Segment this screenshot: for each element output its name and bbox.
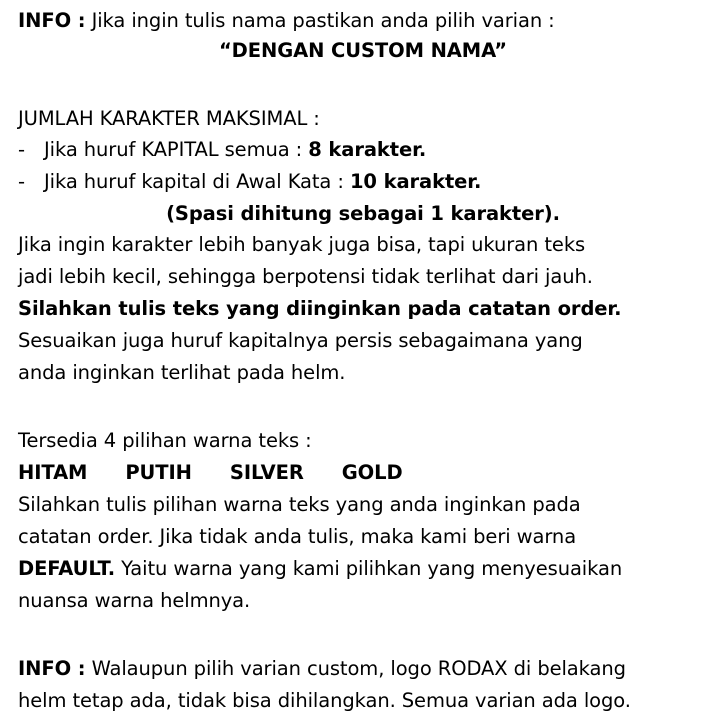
list-dash: - (18, 170, 25, 193)
item-value: 8 karakter. (308, 138, 427, 161)
info-line-1 (18, 8, 555, 34)
max-chars-item-titlecase (18, 169, 481, 195)
colors-heading: Tersedia 4 pilihan warna teks : (18, 429, 312, 452)
paragraph-line: jadi lebih kecil, sehingga berpotensi tidak terlihat dari jauh. (18, 265, 593, 288)
info-line-2 (18, 656, 626, 682)
info-label: INFO : (18, 9, 86, 32)
paragraph-line: nuansa warna helmnya. (18, 589, 251, 612)
paragraph-line: Silahkan tulis pilihan warna teks yang anda inginkan pada (18, 493, 581, 516)
default-text: Yaitu warna yang kami pilihkan yang menyesuaikan (115, 557, 623, 580)
item-text: Jika huruf kapital di Awal Kata : (44, 170, 350, 193)
color-option-hitam: HITAM (18, 461, 88, 484)
paragraph-line: helm tetap ada, tidak bisa dihilangkan. Semua varian ada logo. (18, 689, 631, 712)
list-dash: - (18, 138, 25, 161)
item-value: 10 karakter. (349, 170, 482, 193)
default-label: DEFAULT. (18, 557, 116, 580)
variant-name: “DENGAN CUSTOM NAMA” (218, 39, 508, 62)
color-option-gold: GOLD (341, 461, 403, 484)
paragraph-line: anda inginkan terlihat pada helm. (18, 361, 346, 384)
paragraph-line: Sesuaikan juga huruf kapitalnya persis sebagaimana yang (18, 329, 583, 352)
max-chars-heading: JUMLAH KARAKTER MAKSIMAL : (18, 107, 320, 130)
paragraph-line: Jika ingin karakter lebih banyak juga bisa, tapi ukuran teks (18, 233, 586, 256)
color-option-silver: SILVER (229, 461, 304, 484)
item-text: Jika huruf KAPITAL semua : (44, 138, 309, 161)
info-text: Walaupun pilih varian custom, logo RODAX di belakang (85, 657, 626, 680)
info-text: Jika ingin tulis nama pastikan anda pilih varian : (85, 9, 555, 32)
default-color-line (18, 556, 622, 582)
color-options (18, 460, 403, 486)
order-note-instruction: Silahkan tulis teks yang diinginkan pada catatan order. (18, 297, 622, 320)
paragraph-line: catatan order. Jika tidak anda tulis, maka kami beri warna (18, 525, 577, 548)
info-label: INFO : (18, 657, 86, 680)
space-note: (Spasi dihitung sebagai 1 karakter). (166, 202, 560, 225)
max-chars-item-capital (18, 137, 426, 163)
color-option-putih: PUTIH (125, 461, 192, 484)
